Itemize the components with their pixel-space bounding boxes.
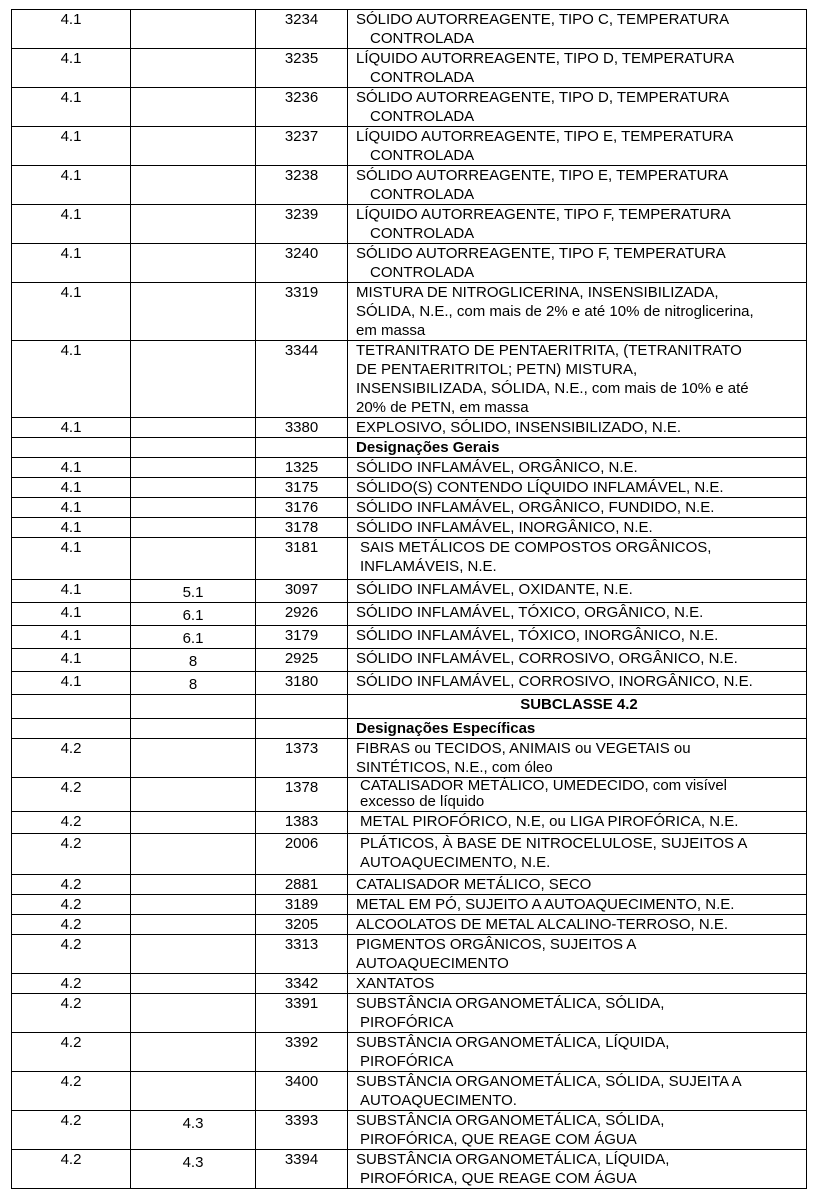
un-number-cell: 3313 xyxy=(256,935,348,974)
description-cell xyxy=(348,672,807,695)
un-number-cell: 3394 xyxy=(256,1150,348,1189)
class-cell: 4.1 xyxy=(12,626,131,649)
section-heading-especificas: Designações Específicas xyxy=(348,719,807,739)
description-cell xyxy=(348,935,807,974)
description-line: 20% de PETN, em massa xyxy=(356,399,529,416)
class-cell: 4.2 xyxy=(12,812,131,834)
un-number-cell: 3239 xyxy=(256,205,348,244)
table-row xyxy=(12,626,807,649)
description-cell xyxy=(348,1111,807,1150)
section-heading-especificas-row xyxy=(12,719,807,739)
description-line: CONTROLADA xyxy=(370,225,475,242)
description-cell xyxy=(348,1072,807,1111)
description-cell xyxy=(348,538,807,580)
description-line: em massa xyxy=(356,322,426,339)
subsidiary-risk-cell xyxy=(131,915,256,935)
subsidiary-risk-cell xyxy=(131,778,256,812)
un-number-cell: 3181 xyxy=(256,538,348,580)
description-line: PIROFÓRICA, QUE REAGE COM ÁGUA xyxy=(360,1131,637,1148)
description-line: DE PENTAERITRITOL; PETN) MISTURA, xyxy=(356,361,638,378)
description-line: SÓLIDO AUTORREAGENTE, TIPO D, TEMPERATURA xyxy=(356,89,730,106)
description-line: PIROFÓRICA xyxy=(360,1014,454,1031)
description-cell xyxy=(348,283,807,341)
subsidiary-risk-cell xyxy=(131,166,256,205)
empty-cell xyxy=(256,719,348,739)
description-line: SÓLIDO INFLAMÁVEL, CORROSIVO, ORGÂNICO, N.E. xyxy=(356,650,738,667)
table-row xyxy=(12,915,807,935)
description-line: SUBSTÂNCIA ORGANOMETÁLICA, SÓLIDA, SUJEITA A xyxy=(356,1073,742,1090)
description-line: LÍQUIDO AUTORREAGENTE, TIPO F, TEMPERATURA xyxy=(356,206,731,223)
subsidiary-risk-cell xyxy=(131,834,256,875)
table-row xyxy=(12,458,807,478)
table-row xyxy=(12,778,807,812)
description-line: METAL EM PÓ, SUJEITO A AUTOAQUECIMENTO, N.E. xyxy=(356,896,735,913)
un-number-cell: 1325 xyxy=(256,458,348,478)
class-cell: 4.1 xyxy=(12,603,131,626)
un-number-cell: 3235 xyxy=(256,49,348,88)
description-cell xyxy=(348,10,807,49)
subsidiary-risk-cell: 5.1 xyxy=(131,580,256,603)
subsidiary-risk-cell xyxy=(131,1072,256,1111)
subsidiary-risk-cell: 8 xyxy=(131,649,256,672)
description-line: CONTROLADA xyxy=(370,147,475,164)
description-line: SAIS METÁLICOS DE COMPOSTOS ORGÂNICOS, xyxy=(360,539,712,556)
class-cell: 4.1 xyxy=(12,283,131,341)
description-line: SUBSTÂNCIA ORGANOMETÁLICA, LÍQUIDA, xyxy=(356,1034,670,1051)
description-line: SÓLIDO INFLAMÁVEL, INORGÂNICO, N.E. xyxy=(356,519,653,536)
un-number-cell: 3237 xyxy=(256,127,348,166)
subsidiary-risk-cell xyxy=(131,88,256,127)
description-line: SÓLIDO AUTORREAGENTE, TIPO C, TEMPERATURA xyxy=(356,11,730,28)
table-row xyxy=(12,341,807,418)
table-row xyxy=(12,739,807,778)
class-cell: 4.1 xyxy=(12,88,131,127)
subsidiary-risk-cell xyxy=(131,739,256,778)
table-row xyxy=(12,672,807,695)
class-cell: 4.1 xyxy=(12,418,131,438)
un-number-cell: 3238 xyxy=(256,166,348,205)
description-line: PIGMENTOS ORGÂNICOS, SUJEITOS A xyxy=(356,936,637,953)
un-number-cell: 2925 xyxy=(256,649,348,672)
description-cell xyxy=(348,812,807,834)
table-row xyxy=(12,49,807,88)
description-line: EXPLOSIVO, SÓLIDO, INSENSIBILIZADO, N.E. xyxy=(356,419,682,436)
description-line: CATALISADOR METÁLICO, SECO xyxy=(356,876,592,893)
description-cell xyxy=(348,739,807,778)
description-line: CONTROLADA xyxy=(370,186,475,203)
un-number-cell: 3178 xyxy=(256,518,348,538)
description-line: SINTÉTICOS, N.E., com óleo xyxy=(356,759,553,776)
description-cell xyxy=(348,875,807,895)
subclass-heading: SUBCLASSE 4.2 xyxy=(348,695,807,719)
subclass-heading-row xyxy=(12,695,807,719)
table-row xyxy=(12,478,807,498)
class-cell: 4.1 xyxy=(12,205,131,244)
description-line: SUBSTÂNCIA ORGANOMETÁLICA, SÓLIDA, xyxy=(356,995,665,1012)
description-line: XANTATOS xyxy=(356,975,435,992)
subsidiary-risk-cell xyxy=(131,812,256,834)
subsidiary-risk-cell xyxy=(131,1033,256,1072)
description-line: SÓLIDO INFLAMÁVEL, TÓXICO, INORGÂNICO, N.E. xyxy=(356,627,719,644)
subsidiary-risk-cell xyxy=(131,205,256,244)
subsidiary-risk-cell xyxy=(131,458,256,478)
description-cell xyxy=(348,626,807,649)
description-cell xyxy=(348,649,807,672)
un-number-cell: 3319 xyxy=(256,283,348,341)
class-cell: 4.1 xyxy=(12,580,131,603)
table-row xyxy=(12,875,807,895)
description-cell xyxy=(348,478,807,498)
description-line: SÓLIDA, N.E., com mais de 2% e até 10% de nitroglicerina, xyxy=(356,303,754,320)
class-cell: 4.2 xyxy=(12,739,131,778)
description-line: INFLAMÁVEIS, N.E. xyxy=(360,558,497,575)
description-cell xyxy=(348,994,807,1033)
un-number-cell: 3176 xyxy=(256,498,348,518)
description-cell xyxy=(348,895,807,915)
table-row xyxy=(12,418,807,438)
class-cell: 4.2 xyxy=(12,778,131,812)
description-cell xyxy=(348,915,807,935)
un-number-cell: 3342 xyxy=(256,974,348,994)
un-number-cell: 3380 xyxy=(256,418,348,438)
subsidiary-risk-cell xyxy=(131,10,256,49)
description-line: MISTURA DE NITROGLICERINA, INSENSIBILIZADA, xyxy=(356,284,719,301)
subsidiary-risk-cell xyxy=(131,974,256,994)
class-cell: 4.1 xyxy=(12,518,131,538)
class-cell: 4.2 xyxy=(12,915,131,935)
class-cell: 4.2 xyxy=(12,935,131,974)
un-number-cell: 3236 xyxy=(256,88,348,127)
class-cell: 4.2 xyxy=(12,1111,131,1150)
empty-cell xyxy=(12,695,131,719)
un-number-cell: 3344 xyxy=(256,341,348,418)
table-row xyxy=(12,974,807,994)
class-cell: 4.1 xyxy=(12,672,131,695)
description-line: SÓLIDO INFLAMÁVEL, OXIDANTE, N.E. xyxy=(356,581,633,598)
table-row xyxy=(12,88,807,127)
table-body xyxy=(12,10,807,1189)
table-row xyxy=(12,649,807,672)
table-row xyxy=(12,935,807,974)
description-cell xyxy=(348,580,807,603)
description-cell xyxy=(348,1150,807,1189)
description-line: TETRANITRATO DE PENTAERITRITA, (TETRANITRATO xyxy=(356,342,742,359)
class-cell: 4.1 xyxy=(12,478,131,498)
class-cell: 4.2 xyxy=(12,1033,131,1072)
table-row xyxy=(12,1111,807,1150)
description-line: PIROFÓRICA, QUE REAGE COM ÁGUA xyxy=(360,1170,637,1187)
subsidiary-risk-cell: 4.3 xyxy=(131,1111,256,1150)
table-row xyxy=(12,498,807,518)
un-number-cell: 3205 xyxy=(256,915,348,935)
subsidiary-risk-cell xyxy=(131,341,256,418)
description-line: LÍQUIDO AUTORREAGENTE, TIPO E, TEMPERATURA xyxy=(356,128,734,145)
empty-cell xyxy=(256,438,348,458)
table-row xyxy=(12,244,807,283)
description-line: INSENSIBILIZADA, SÓLIDA, N.E., com mais de 10% e até xyxy=(356,380,749,397)
un-number-cell: 3391 xyxy=(256,994,348,1033)
class-cell: 4.2 xyxy=(12,875,131,895)
table-row xyxy=(12,1033,807,1072)
subsidiary-risk-cell xyxy=(131,518,256,538)
section-heading-gerais: Designações Gerais xyxy=(348,438,807,458)
description-line: CATALISADOR METÁLICO, UMEDECIDO, com visível xyxy=(360,777,727,794)
un-number-cell: 2926 xyxy=(256,603,348,626)
subsidiary-risk-cell xyxy=(131,49,256,88)
un-number-cell: 1378 xyxy=(256,778,348,812)
description-line: PLÁTICOS, À BASE DE NITROCELULOSE, SUJEITOS A xyxy=(360,835,748,852)
un-number-cell: 3189 xyxy=(256,895,348,915)
class-cell: 4.1 xyxy=(12,49,131,88)
class-cell: 4.1 xyxy=(12,166,131,205)
description-line: SÓLIDO INFLAMÁVEL, ORGÂNICO, FUNDIDO, N.E. xyxy=(356,499,715,516)
class-cell: 4.1 xyxy=(12,498,131,518)
empty-cell xyxy=(12,438,131,458)
description-cell xyxy=(348,127,807,166)
table-row xyxy=(12,205,807,244)
empty-cell xyxy=(131,438,256,458)
class-cell: 4.1 xyxy=(12,538,131,580)
class-cell: 4.2 xyxy=(12,1150,131,1189)
subsidiary-risk-cell: 4.3 xyxy=(131,1150,256,1189)
class-cell: 4.2 xyxy=(12,834,131,875)
class-cell: 4.1 xyxy=(12,458,131,478)
description-cell xyxy=(348,88,807,127)
description-line: AUTOAQUECIMENTO xyxy=(356,955,509,972)
description-line: ALCOOLATOS DE METAL ALCALINO-TERROSO, N.E. xyxy=(356,916,729,933)
table-row xyxy=(12,1072,807,1111)
table-row xyxy=(12,518,807,538)
description-line: CONTROLADA xyxy=(370,69,475,86)
un-number-cell: 2006 xyxy=(256,834,348,875)
un-number-cell: 3234 xyxy=(256,10,348,49)
description-line: METAL PIROFÓRICO, N.E, ou LIGA PIROFÓRICA, N.E. xyxy=(360,813,739,830)
description-line: PIROFÓRICA xyxy=(360,1053,454,1070)
description-line: SÓLIDO(S) CONTENDO LÍQUIDO INFLAMÁVEL, N.E. xyxy=(356,479,724,496)
class-cell: 4.1 xyxy=(12,244,131,283)
description-cell xyxy=(348,1033,807,1072)
description-line: LÍQUIDO AUTORREAGENTE, TIPO D, TEMPERATURA xyxy=(356,50,735,67)
un-number-cell: 3097 xyxy=(256,580,348,603)
description-line: SÓLIDO INFLAMÁVEL, TÓXICO, ORGÂNICO, N.E. xyxy=(356,604,704,621)
subsidiary-risk-cell xyxy=(131,935,256,974)
description-line: FIBRAS ou TECIDOS, ANIMAIS ou VEGETAIS ou xyxy=(356,740,691,757)
description-cell xyxy=(348,341,807,418)
un-number-cell: 3240 xyxy=(256,244,348,283)
empty-cell xyxy=(131,695,256,719)
class-cell: 4.2 xyxy=(12,974,131,994)
subsidiary-risk-cell: 6.1 xyxy=(131,603,256,626)
class-cell: 4.1 xyxy=(12,127,131,166)
table-row xyxy=(12,10,807,49)
description-line: CONTROLADA xyxy=(370,30,475,47)
class-cell: 4.2 xyxy=(12,895,131,915)
description-cell xyxy=(348,518,807,538)
description-cell xyxy=(348,603,807,626)
subsidiary-risk-cell: 8 xyxy=(131,672,256,695)
dangerous-goods-table xyxy=(11,9,807,1189)
description-line: SÓLIDO INFLAMÁVEL, CORROSIVO, INORGÂNICO, N.E. xyxy=(356,673,753,690)
description-line: excesso de líquido xyxy=(360,793,485,810)
description-cell xyxy=(348,834,807,875)
subsidiary-risk-cell xyxy=(131,994,256,1033)
subsidiary-risk-cell xyxy=(131,478,256,498)
subsidiary-risk-cell xyxy=(131,875,256,895)
description-line: SUBSTÂNCIA ORGANOMETÁLICA, LÍQUIDA, xyxy=(356,1151,670,1168)
un-number-cell: 1373 xyxy=(256,739,348,778)
description-line: CONTROLADA xyxy=(370,264,475,281)
subsidiary-risk-cell xyxy=(131,283,256,341)
un-number-cell: 3179 xyxy=(256,626,348,649)
table-row xyxy=(12,283,807,341)
class-cell: 4.2 xyxy=(12,994,131,1033)
table-row xyxy=(12,994,807,1033)
table-row xyxy=(12,603,807,626)
un-number-cell: 3400 xyxy=(256,1072,348,1111)
subsidiary-risk-cell: 6.1 xyxy=(131,626,256,649)
class-cell: 4.1 xyxy=(12,10,131,49)
un-number-cell: 3180 xyxy=(256,672,348,695)
table-row xyxy=(12,127,807,166)
description-cell xyxy=(348,418,807,438)
class-cell: 4.1 xyxy=(12,341,131,418)
description-cell xyxy=(348,498,807,518)
table-row xyxy=(12,538,807,580)
un-number-cell: 2881 xyxy=(256,875,348,895)
class-cell: 4.1 xyxy=(12,649,131,672)
table-row xyxy=(12,1150,807,1189)
document-page xyxy=(11,9,807,1189)
description-cell xyxy=(348,458,807,478)
subsidiary-risk-cell xyxy=(131,498,256,518)
un-number-cell: 1383 xyxy=(256,812,348,834)
un-number-cell: 3393 xyxy=(256,1111,348,1150)
un-number-cell: 3392 xyxy=(256,1033,348,1072)
table-row xyxy=(12,834,807,875)
empty-cell xyxy=(131,719,256,739)
description-cell xyxy=(348,205,807,244)
subsidiary-risk-cell xyxy=(131,127,256,166)
description-line: SUBSTÂNCIA ORGANOMETÁLICA, SÓLIDA, xyxy=(356,1112,665,1129)
un-number-cell: 3175 xyxy=(256,478,348,498)
section-heading-gerais-row xyxy=(12,438,807,458)
empty-cell xyxy=(256,695,348,719)
description-line: AUTOAQUECIMENTO, N.E. xyxy=(360,854,551,871)
description-cell xyxy=(348,974,807,994)
description-line: AUTOAQUECIMENTO. xyxy=(360,1092,517,1109)
table-row xyxy=(12,895,807,915)
class-cell: 4.2 xyxy=(12,1072,131,1111)
table-row xyxy=(12,580,807,603)
subsidiary-risk-cell xyxy=(131,895,256,915)
description-line: CONTROLADA xyxy=(370,108,475,125)
description-line: SÓLIDO AUTORREAGENTE, TIPO F, TEMPERATURA xyxy=(356,245,726,262)
empty-cell xyxy=(12,719,131,739)
subsidiary-risk-cell xyxy=(131,538,256,580)
description-cell xyxy=(348,244,807,283)
description-cell xyxy=(348,49,807,88)
subsidiary-risk-cell xyxy=(131,418,256,438)
description-line: SÓLIDO INFLAMÁVEL, ORGÂNICO, N.E. xyxy=(356,459,638,476)
table-row xyxy=(12,812,807,834)
table-row xyxy=(12,166,807,205)
description-cell xyxy=(348,166,807,205)
description-cell xyxy=(348,778,807,812)
subsidiary-risk-cell xyxy=(131,244,256,283)
description-line: SÓLIDO AUTORREAGENTE, TIPO E, TEMPERATURA xyxy=(356,167,729,184)
